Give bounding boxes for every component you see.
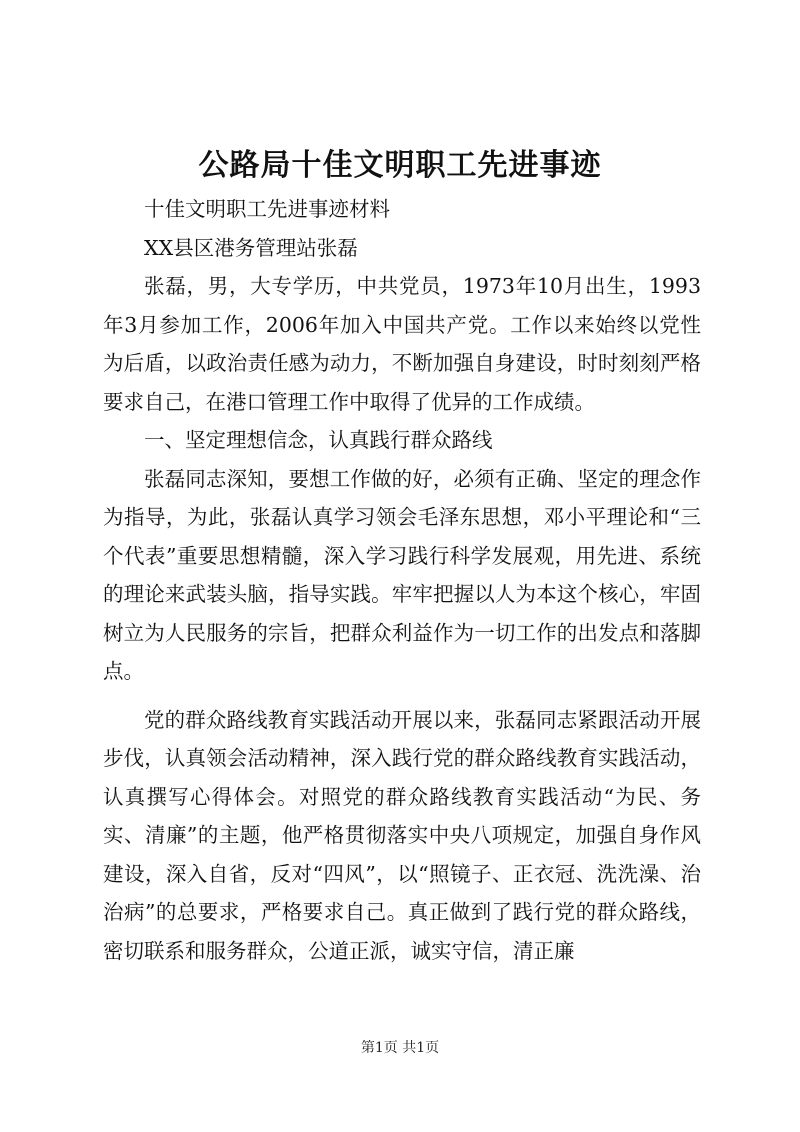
body-paragraph: 党的群众路线教育实践活动开展以来，张磊同志紧跟活动开展步伐，认真领会活动精神，深入践行党的群众路线教育实践活动，认真撰写心得体会。对照党的群众路线教育实践活动“为民、务实、清廉”的主题，他严格贯彻落实中央八项规定，加强自身作风建设，深入自省，反对“四风”，以“照镜子、正衣冠、洗洗澡、治治病”的总要求，严格要求自己。真正做到了践行党的群众路线，密切联系和服务群众，公道正派，诚实守信，清正廉 xyxy=(103,707,701,963)
subtitle-paragraph: 十佳文明职工先进事迹材料 xyxy=(144,197,390,221)
body-paragraph: 张磊同志深知，要想工作做的好，必须有正确、坚定的理念作为指导，为此，张磊认真学习领会毛泽东思想，邓小平理论和“三个代表”重要思想精髓，深入学习践行科学发展观，用先进、系统的理论来武装头脑，指导实践。牢牢把握以人为本这个核心，牢固树立为人民服务的宗旨，把群众利益作为一切工作的出发点和落脚点。 xyxy=(103,466,701,683)
paragraph-spacer xyxy=(103,691,701,701)
document-title: 公路局十佳文明职工先进事迹 xyxy=(198,148,602,183)
page-footer: 第1页 共1页 xyxy=(360,1040,440,1056)
intro-paragraph: 张磊，男，大专学历，中共党员，1973年10月出生，1993年3月参加工作，2006年加入中国共产党。工作以来始终以党性为后盾，以政治责任感为动力，不断加强自身建设，时时刻刻严格要求自己，在港口管理工作中取得了优异的工作成绩。 xyxy=(103,274,701,414)
author-paragraph: XX县区港务管理站张磊 xyxy=(144,235,358,260)
document-body xyxy=(103,190,701,970)
section-heading: 一、坚定理想信念，认真践行群众路线 xyxy=(144,428,493,452)
